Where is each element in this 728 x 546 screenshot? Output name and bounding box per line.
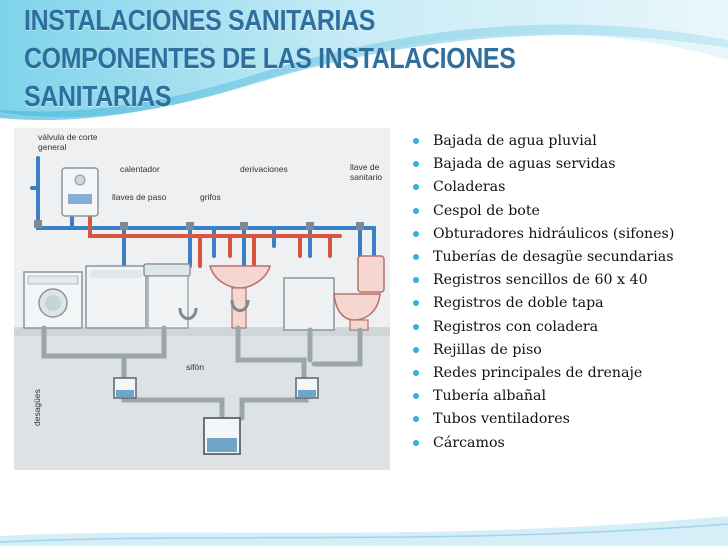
list-item [412,385,674,408]
list-item-label: Bajada de agua pluvial [433,133,597,149]
components-list [412,130,674,455]
list-item-label: Redes principales de drenaje [433,365,643,382]
label-derivaciones: derivaciones [240,164,288,174]
list-item-label: Tubos ventiladores [433,411,570,428]
list-item-label: Registros con coladera [433,318,599,335]
label-sifon: sifón [186,362,204,372]
list-item-label: Tubería albañal [433,388,547,405]
list-item [412,408,674,431]
bullet-dot-icon [413,324,419,330]
label-llaves-de-paso: llaves de paso [112,192,167,202]
bullet-dot-icon [413,440,419,446]
bullet-dot-icon [413,300,419,306]
bullet-dot-icon [413,347,419,353]
label-valvula-2: general [38,142,67,152]
bullet-dot-icon [413,370,419,376]
list-item [412,269,674,292]
list-item [412,176,674,199]
list-item-label: Coladeras [433,179,506,196]
footer-swoosh [0,486,728,546]
plumbing-diagram [14,128,390,470]
list-item-label: Tuberías de desagüe secundarias [433,249,674,266]
bullet-dot-icon [413,416,419,422]
bullet-dot-icon [413,138,419,144]
label-valvula-1: válvula de corte [38,132,98,142]
bullet-dot-icon [413,184,419,190]
list-item [412,130,674,153]
list-item-label: Registros sencillos de 60 x 40 [433,272,648,289]
list-item [412,339,674,362]
label-calentador: calentador [120,164,160,174]
list-item [412,200,674,223]
bullet-dot-icon [413,231,419,237]
bullet-dot-icon [413,254,419,260]
bullet-dot-icon [413,208,419,214]
list-item-label: Obturadores hidráulicos (sifones) [433,225,675,242]
list-item [412,362,674,385]
kitchen-counter [86,266,146,328]
label-grifos: grifos [200,192,221,202]
water-heater [62,168,98,216]
title-line-3: SANITARIAS [24,81,172,113]
list-item-label: Registros de doble tapa [433,295,604,312]
list-item-label: Cárcamos [433,434,505,451]
list-item [412,316,674,339]
label-desagues: desagües [32,389,42,426]
label-llave-2: sanitario [350,172,383,182]
list-item [412,432,674,455]
title-line-1: INSTALACIONES SANITARIAS [24,5,376,37]
list-item [412,246,674,269]
bullet-dot-icon [413,277,419,283]
list-item [412,153,674,176]
list-item-label: Rejillas de piso [433,341,542,358]
label-llave-1: llave de [350,162,380,172]
slide-title [24,2,516,116]
list-item [412,223,674,246]
bullet-dot-icon [413,393,419,399]
bath-cabinet [284,278,334,330]
bullet-dot-icon [413,161,419,167]
list-item-label: Bajada de aguas servidas [433,156,616,173]
washing-machine [24,272,82,328]
list-item [412,292,674,315]
title-line-2: COMPONENTES DE LAS INSTALACIONES [24,43,516,75]
list-item-label: Cespol de bote [433,202,540,219]
